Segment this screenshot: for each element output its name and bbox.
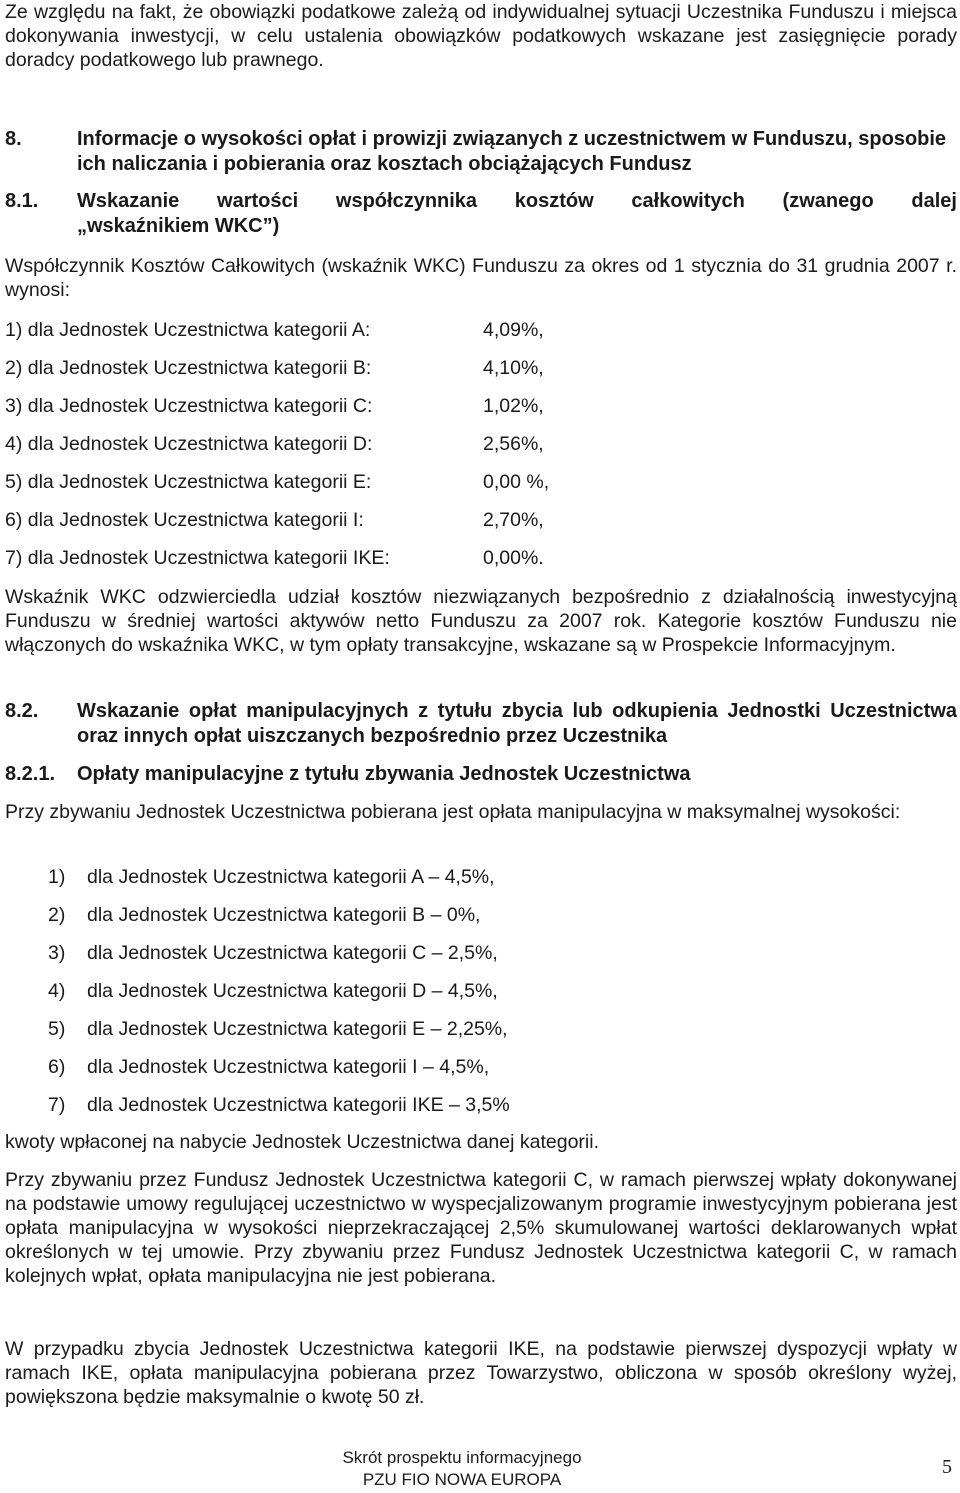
wkc-explanation-paragraph: Wskaźnik WKC odzwierciedla udział kosztów niezwiązanych bezpośrednio z działalnością inwestycyjną Funduszu w średniej wartości aktywów netto Funduszu za 2007 rok. Kategorie kosztów Funduszu nie włączonych do wskaźnika WKC, w tym opłaty transakcyjne, wskazane są w Prospekcie Informacyjnym. [5, 586, 957, 656]
section-8-2-title: Wskazanie opłat manipulacyjnych z tytułu zbycia lub odkupienia Jednostki Uczestnictwa oraz innych opłat uiszczanych bezpośrednio przez Uczestnika [77, 700, 957, 747]
ike-paragraph: W przypadku zbycia Jednostek Uczestnictwa kategorii IKE, na podstawie pierwszej dyspozycji wpłaty w ramach IKE, opłata manipulacyjna pobierana przez Towarzystwo, obliczona w sposób określony wyżej, powiększona będzie maksymalnie o kwotę 50 zł. [5, 1338, 957, 1408]
section-8-1-number: 8.1. [5, 190, 39, 212]
section-8-2-1-number: 8.2.1. [5, 763, 56, 785]
fee-lead-paragraph: Przy zbywaniu Jednostek Uczestnictwa pobierana jest opłata manipulacyjna w maksymalnej wysokości: [5, 801, 901, 823]
section-8-2-number: 8.2. [5, 700, 39, 722]
section-8-1-heading [5, 189, 957, 239]
section-8-title: Informacje o wysokości opłat i prowizji związanych z uczestnictwem w Funduszu, sposobie ich naliczania i pobierania oraz kosztach obciążających Fundusz [77, 128, 947, 175]
section-8-heading [5, 127, 957, 177]
category-c-paragraph: Przy zbywaniu przez Fundusz Jednostek Uczestnictwa kategorii C, w ramach pierwszej wpłaty dokonywanej na podstawie umowy regulującej uczestnictwo w wyspecjalizowanym programie inwestycyjnym pobierana jest opłata manipulacyjna w wysokości nieprzekraczającej 2,5% skumulowanej wartości deklarowanych wpłat określonych w tej umowie. Przy zbywaniu przez Fundusz Jednostek Uczestnictwa kategorii C, w ramach kolejnych wpłat, opłata manipulacyjna nie jest pobierana. [5, 1169, 957, 1287]
section-8-1-title-line2: „wskaźnikiem WKC”) [77, 215, 280, 237]
page-number: 5 [942, 1456, 952, 1478]
fee-after-list-text: kwoty wpłaconej na nabycie Jednostek Uczestnictwa danej kategorii. [5, 1131, 599, 1153]
section-8-2-1-title: Opłaty manipulacyjne z tytułu zbywania Jednostek Uczestnictwa [77, 763, 691, 785]
section-8-2-1-heading [5, 762, 957, 787]
footer-line-2: PZU FIO NOWA EUROPA [362, 1470, 562, 1489]
section-8-number: 8. [5, 128, 22, 150]
footer-line-1: Skrót prospektu informacyjnego [342, 1448, 582, 1467]
section-8-1-title-line1: Wskazanie wartości współczynnika kosztów całkowitych (zwanego dalej [77, 190, 957, 212]
section-8-2-heading [5, 699, 957, 749]
wkc-lead-paragraph: Współczynnik Kosztów Całkowitych (wskaźnik WKC) Funduszu za okres od 1 stycznia do 31 grudnia 2007 r. wynosi: [5, 255, 957, 301]
page-footer [0, 1447, 924, 1491]
intro-paragraph: Ze względu na fakt, że obowiązki podatkowe zależą od indywidualnej sytuacji Uczestnika Funduszu i miejsca dokonywania inwestycji, w celu ustalenia obowiązków podatkowych wskazane jest zasięgnięcie porady doradcy podatkowego lub prawnego. [5, 1, 957, 71]
